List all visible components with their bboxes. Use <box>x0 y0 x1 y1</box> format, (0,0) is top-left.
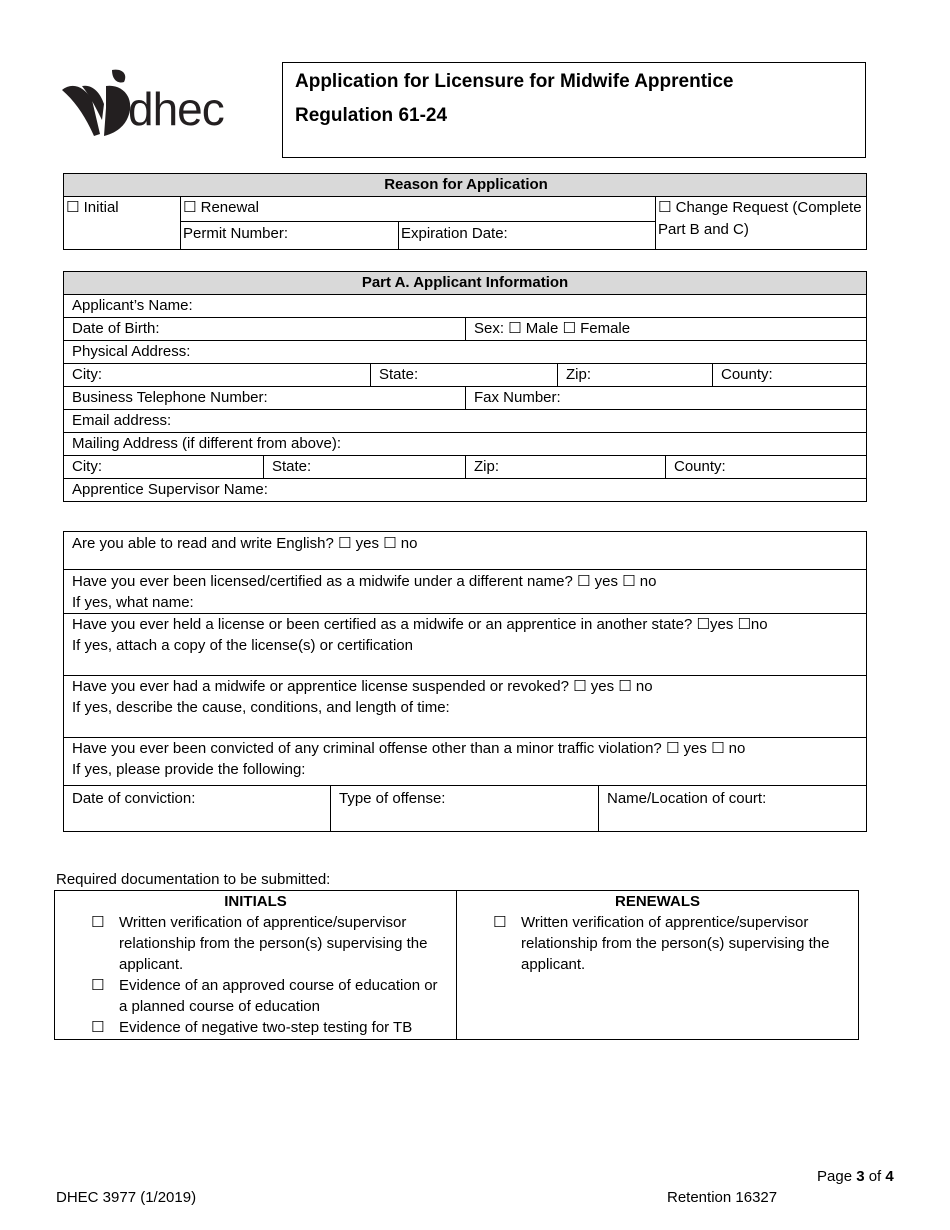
initials-header: INITIALS <box>224 893 287 910</box>
q-different-name-line1: Have you ever been licensed/certified as a midwife under a different name? ☐ yes ☐ no <box>72 573 657 590</box>
page-prefix: Page <box>817 1168 857 1185</box>
offense-type-field[interactable]: Type of offense: <box>331 786 599 832</box>
renewals-header: RENEWALS <box>614 893 700 910</box>
q-suspended[interactable] <box>64 676 867 738</box>
reason-header: Reason for Application <box>64 174 867 197</box>
county-field[interactable]: County: <box>713 364 867 387</box>
checkbox-icon[interactable]: ☐ <box>91 914 105 931</box>
sex-field[interactable]: Sex: ☐ Male ☐ Female <box>466 318 867 341</box>
mail-county-field[interactable]: County: <box>666 456 867 479</box>
dob-field[interactable]: Date of Birth: <box>64 318 466 341</box>
q-different-name-line2: If yes, what name: <box>72 594 194 611</box>
q-english[interactable]: Are you able to read and write English? ☐ yes ☐ no <box>64 532 867 570</box>
checkbox-icon[interactable]: ☐ <box>493 914 507 931</box>
form-id: DHEC 3977 (1/2019) <box>56 1189 197 1206</box>
q-suspended-line1: Have you ever had a midwife or apprentice license suspended or revoked? ☐ yes ☐ no <box>72 678 653 695</box>
questions-table <box>63 531 867 832</box>
title-box <box>282 62 866 158</box>
court-field[interactable]: Name/Location of court: <box>599 786 867 832</box>
dhec-logo <box>62 68 252 140</box>
renewals-item <box>493 912 850 975</box>
palmetto-logo-icon <box>62 68 132 140</box>
change-request-line2: Part B and C) <box>658 221 749 238</box>
renewal-checkbox[interactable]: ☐ Renewal <box>181 197 656 222</box>
mail-city-field[interactable]: City: <box>64 456 264 479</box>
initials-item <box>91 975 448 1017</box>
zip-field[interactable]: Zip: <box>558 364 713 387</box>
logo-text: dhec <box>128 83 224 135</box>
q-convicted-line1: Have you ever been convicted of any criminal offense other than a minor traffic violation? ☐ yes ☐ no <box>72 740 746 757</box>
email-field[interactable]: Email address: <box>64 410 867 433</box>
initials-item <box>91 1017 448 1038</box>
q-different-name[interactable] <box>64 570 867 614</box>
retention-number: Retention 16327 <box>667 1189 778 1206</box>
required-docs-table <box>54 890 859 1040</box>
regulation-label: Regulation 61-24 <box>295 105 448 126</box>
state-field[interactable]: State: <box>371 364 558 387</box>
checkbox-icon[interactable]: ☐ <box>91 1019 105 1036</box>
initials-item <box>91 912 448 975</box>
initial-checkbox[interactable]: ☐ Initial <box>64 197 181 250</box>
conviction-date-field[interactable]: Date of conviction: <box>64 786 331 832</box>
required-docs-label: Required documentation to be submitted: <box>56 871 331 888</box>
page-current: 3 <box>856 1168 865 1185</box>
mailing-address-field[interactable]: Mailing Address (if different from above): <box>64 433 867 456</box>
page-number <box>817 1168 894 1185</box>
page-mid: of <box>864 1168 886 1185</box>
change-request-line1: ☐ Change Request (Complete <box>658 199 862 216</box>
initials-item-text: Written verification of apprentice/supervisor relationship from the person(s) supervising the applicant. <box>119 914 428 973</box>
part-a-table <box>63 271 867 502</box>
initials-column <box>55 891 457 1040</box>
checkbox-icon[interactable]: ☐ <box>91 977 105 994</box>
initials-item-text: Evidence of negative two-step testing for TB <box>119 1019 413 1036</box>
expiration-date-field[interactable]: Expiration Date: <box>399 222 656 250</box>
page-total: 4 <box>885 1168 894 1185</box>
business-phone-field[interactable]: Business Telephone Number: <box>64 387 466 410</box>
applicant-name-field[interactable]: Applicant’s Name: <box>64 295 867 318</box>
q-other-state-line2: If yes, attach a copy of the license(s) or certification <box>72 637 413 654</box>
fax-field[interactable]: Fax Number: <box>466 387 867 410</box>
initials-item-text: Evidence of an approved course of education or a planned course of education <box>119 977 438 1015</box>
city-field[interactable]: City: <box>64 364 371 387</box>
supervisor-name-field[interactable]: Apprentice Supervisor Name: <box>64 479 867 502</box>
q-convicted[interactable] <box>64 738 867 786</box>
renewals-item-text: Written verification of apprentice/supervisor relationship from the person(s) supervising the applicant. <box>521 914 830 973</box>
permit-number-field[interactable]: Permit Number: <box>181 222 399 250</box>
physical-address-field[interactable]: Physical Address: <box>64 341 867 364</box>
mail-zip-field[interactable]: Zip: <box>466 456 666 479</box>
renewals-column <box>457 891 859 1040</box>
q-suspended-line2: If yes, describe the cause, conditions, and length of time: <box>72 699 450 716</box>
mail-state-field[interactable]: State: <box>264 456 466 479</box>
q-other-state[interactable] <box>64 614 867 676</box>
change-request-checkbox[interactable] <box>656 197 867 250</box>
q-other-state-line1: Have you ever held a license or been certified as a midwife or an apprentice in another state? ☐yes ☐no <box>72 616 768 633</box>
part-a-header: Part A. Applicant Information <box>64 272 867 295</box>
q-convicted-line2: If yes, please provide the following: <box>72 761 306 778</box>
reason-table <box>63 173 867 250</box>
form-title: Application for Licensure for Midwife Apprentice <box>295 71 734 92</box>
